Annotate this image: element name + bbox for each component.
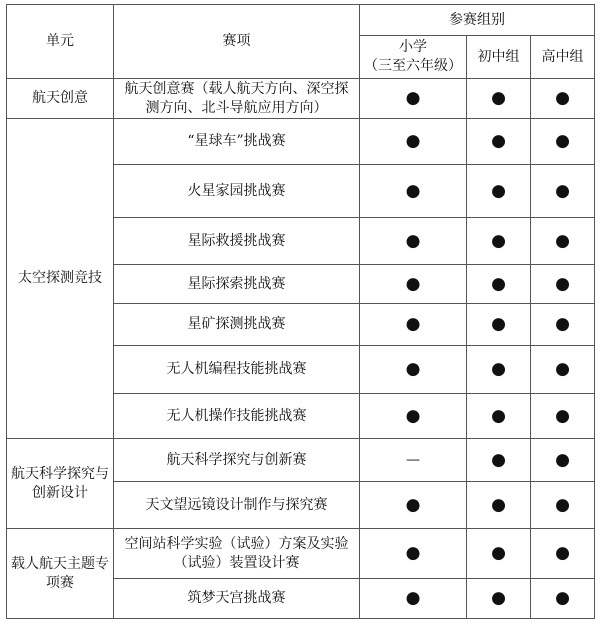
primary-mark: ● <box>360 482 467 529</box>
senior-mark: ● <box>531 165 595 218</box>
senior-mark: ● <box>531 265 595 304</box>
senior-mark: ● <box>531 79 595 119</box>
competition-table <box>6 4 595 619</box>
junior-mark: ● <box>467 439 531 482</box>
event-cell: 航天科学探究与创新赛 <box>114 439 360 482</box>
event-cell: 星矿探测挑战赛 <box>114 304 360 346</box>
senior-mark: ● <box>531 482 595 529</box>
primary-mark: ● <box>360 394 467 439</box>
primary-mark: ● <box>360 165 467 218</box>
unit-cell: 航天科学探究与创新设计 <box>7 439 114 529</box>
unit-cell: 航天创意 <box>7 79 114 119</box>
junior-mark: ● <box>467 394 531 439</box>
junior-mark: ● <box>467 482 531 529</box>
header-primary-line2: （三至六年级） <box>364 58 462 74</box>
event-cell: 空间站科学实验（试验）方案及实验（试验）装置设计赛 <box>114 529 360 579</box>
junior-mark: ● <box>467 265 531 304</box>
event-cell: 筑梦天宫挑战赛 <box>114 579 360 619</box>
unit-cell: 太空探测竞技 <box>7 119 114 439</box>
junior-mark: ● <box>467 346 531 394</box>
header-event: 赛项 <box>114 5 360 79</box>
header-groups: 参赛组别 <box>360 5 595 36</box>
primary-mark: — <box>360 439 467 482</box>
junior-mark: ● <box>467 119 531 165</box>
senior-mark: ● <box>531 218 595 265</box>
primary-mark: ● <box>360 265 467 304</box>
junior-mark: ● <box>467 165 531 218</box>
primary-mark: ● <box>360 218 467 265</box>
event-cell: 火星家园挑战赛 <box>114 165 360 218</box>
senior-mark: ● <box>531 304 595 346</box>
junior-mark: ● <box>467 218 531 265</box>
primary-mark: ● <box>360 304 467 346</box>
junior-mark: ● <box>467 529 531 579</box>
primary-mark: ● <box>360 79 467 119</box>
junior-mark: ● <box>467 579 531 619</box>
event-cell: 星际探索挑战赛 <box>114 265 360 304</box>
primary-mark: ● <box>360 346 467 394</box>
junior-mark: ● <box>467 304 531 346</box>
header-junior: 初中组 <box>467 36 531 79</box>
event-cell: 无人机编程技能挑战赛 <box>114 346 360 394</box>
header-primary-line1: 小学 <box>399 39 427 55</box>
header-senior: 高中组 <box>531 36 595 79</box>
event-cell: 天文望远镜设计制作与探究赛 <box>114 482 360 529</box>
senior-mark: ● <box>531 439 595 482</box>
senior-mark: ● <box>531 579 595 619</box>
event-cell: 航天创意赛（载人航天方向、深空探测方向、北斗导航应用方向） <box>114 79 360 119</box>
senior-mark: ● <box>531 119 595 165</box>
primary-mark: ● <box>360 119 467 165</box>
event-cell: “星球车”挑战赛 <box>114 119 360 165</box>
unit-cell: 载人航天主题专项赛 <box>7 529 114 619</box>
primary-mark: ● <box>360 529 467 579</box>
header-primary <box>360 36 467 79</box>
senior-mark: ● <box>531 529 595 579</box>
primary-mark: ● <box>360 579 467 619</box>
junior-mark: ● <box>467 79 531 119</box>
senior-mark: ● <box>531 346 595 394</box>
event-cell: 星际救援挑战赛 <box>114 218 360 265</box>
header-unit: 单元 <box>7 5 114 79</box>
event-cell: 无人机操作技能挑战赛 <box>114 394 360 439</box>
senior-mark: ● <box>531 394 595 439</box>
